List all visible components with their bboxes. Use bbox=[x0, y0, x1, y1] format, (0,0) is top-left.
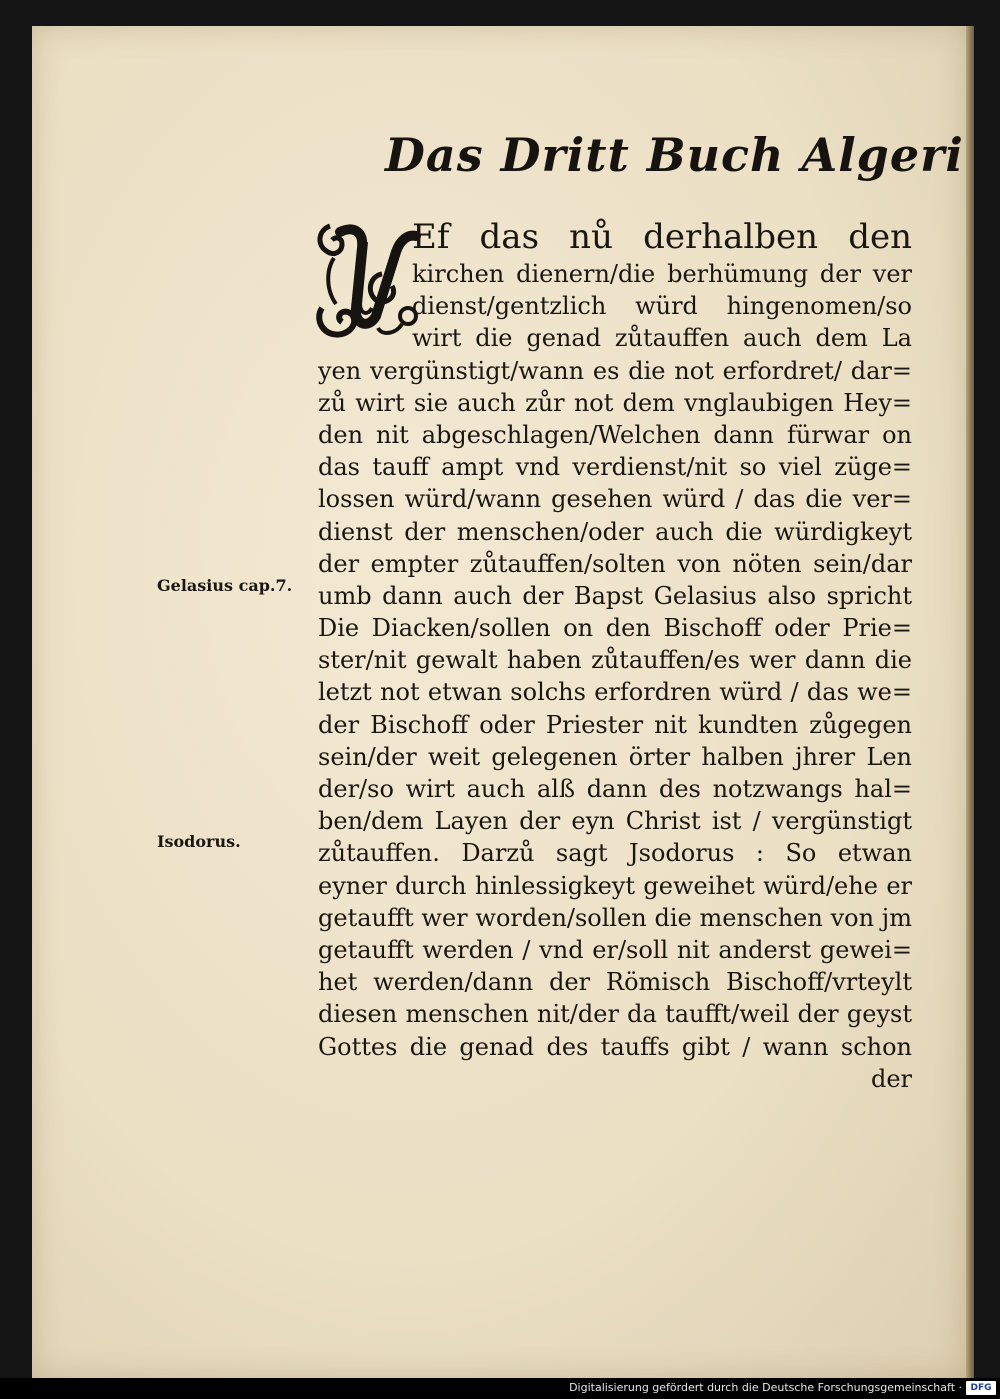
text-line: getaufft wer worden/sollen die menschen von jm bbox=[318, 903, 912, 932]
text-line: sein/der weit gelegenen örter halben jhrer Len bbox=[318, 742, 912, 771]
text-line: kirchen dienern/die berhümung der ver bbox=[412, 260, 912, 288]
text-line: Die Diacken/sollen on den Bischoff oder Prie= bbox=[318, 614, 912, 643]
running-head: Das Dritt Buch Algeri bbox=[385, 128, 964, 182]
text-line: den nit abgeschlagen/Welchen dann fürwar on bbox=[318, 420, 912, 449]
body-text bbox=[318, 212, 912, 1095]
text-line: lossen würd/wann gesehen würd / das die ver= bbox=[318, 485, 912, 514]
text-line: getaufft werden / vnd er/soll nit anderst gewei= bbox=[318, 935, 912, 964]
text-line: zů wirt sie auch zůr not dem vnglaubigen Hey= bbox=[318, 388, 912, 417]
page-edge bbox=[966, 26, 974, 1378]
funding-notice: Digitalisierung gefördert durch die Deutsche Forschungsgemeinschaft · bbox=[569, 1381, 962, 1394]
catchword: der bbox=[870, 1064, 912, 1093]
text-line: das tauff ampt vnd verdienst/nit so viel züge= bbox=[318, 453, 912, 482]
text-line: der Bischoff oder Priester nit kundten zůgegen bbox=[318, 710, 912, 739]
marginal-note: Isodorus. bbox=[157, 832, 241, 851]
text-line: ster/nit gewalt haben zůtauffen/es wer dann die bbox=[318, 646, 912, 675]
text-line: umb dann auch der Bapst Gelasius also spricht bbox=[318, 581, 912, 610]
text-line: Gottes die genad des tauffs gibt / wann schon bbox=[318, 1032, 912, 1061]
marginal-note: Gelasius cap.7. bbox=[157, 576, 293, 595]
text-line: diesen menschen nit/der da taufft/weil der geyst bbox=[318, 1000, 912, 1029]
dfg-logo: DFG bbox=[966, 1381, 996, 1395]
text-line: zůtauffen. Darzů sagt Jsodorus : So etwan bbox=[318, 839, 912, 868]
footer-bar bbox=[0, 1378, 1000, 1399]
text-line: der/so wirt auch alß dann des notzwangs hal= bbox=[318, 775, 912, 803]
text-line: het werden/dann der Römisch Bischoff/vrteylt bbox=[318, 968, 912, 997]
text-line: ben/dem Layen der eyn Christ ist / vergünstigt bbox=[318, 807, 912, 836]
text-line: Ef das nů derhalben den bbox=[412, 217, 912, 257]
text-line: wirt die genad zůtauffen auch dem La bbox=[412, 324, 912, 353]
text-line: dienst der menschen/oder auch die würdigkeyt bbox=[318, 517, 912, 546]
text-line: dienst/gentzlich würd hingenomen/so bbox=[412, 292, 912, 321]
text-line: yen vergünstigt/wann es die not erfordret/ dar= bbox=[318, 356, 912, 385]
text-line: eyner durch hinlessigkeyt geweihet würd/ehe er bbox=[318, 871, 912, 900]
text-line: der empter zůtauffen/solten von nöten sein/dar bbox=[318, 549, 912, 578]
text-line: letzt not etwan solchs erfordren würd / das we= bbox=[318, 678, 912, 707]
